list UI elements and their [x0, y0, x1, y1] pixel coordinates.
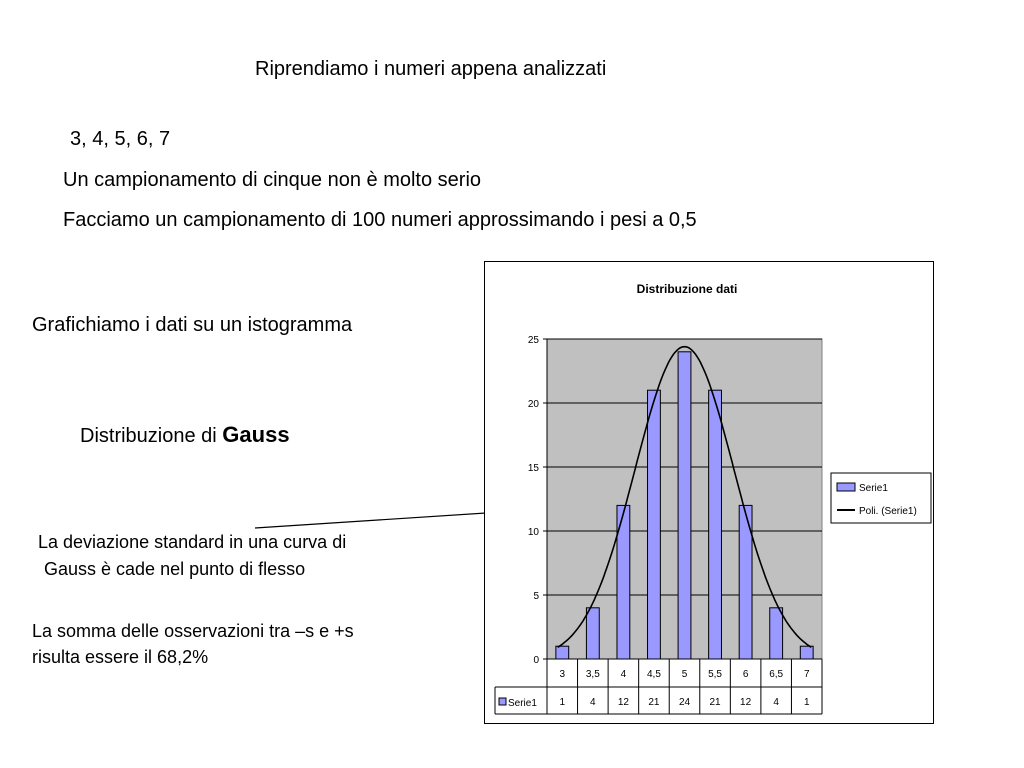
std-note-line2: Gauss è cade nel punto di flesso: [44, 559, 306, 579]
table-value: 1: [803, 697, 810, 708]
x-tick-label: 7: [803, 669, 810, 680]
y-tick-label: 0: [533, 655, 539, 666]
table-value: 21: [709, 697, 721, 708]
x-tick-label: 5,5: [708, 669, 723, 680]
chart-title: Distribuzione dati: [636, 282, 738, 296]
chart-frame: [484, 261, 934, 724]
y-tick-label: 5: [533, 591, 539, 602]
legend-trendline-label: Poli. (Serie1): [859, 506, 917, 517]
slide-title: Riprendiamo i numeri appena analizzati: [255, 58, 607, 80]
bar: [556, 646, 569, 659]
x-tick-label: 4,5: [646, 669, 661, 680]
table-value: 21: [648, 697, 660, 708]
chart: [485, 262, 933, 723]
bar: [709, 390, 722, 659]
gauss-prefix: Distribuzione di: [80, 425, 223, 447]
bar: [800, 646, 813, 659]
legend-series-label: Serie1: [859, 483, 888, 494]
table-value: 4: [590, 697, 596, 708]
histogram-note: Grafichiamo i dati su un istogramma: [32, 314, 353, 336]
y-tick-label: 10: [527, 527, 539, 538]
x-tick-label: 3,5: [585, 669, 600, 680]
x-tick-label: 6,5: [769, 669, 784, 680]
x-tick-label: 4: [620, 669, 627, 680]
sample-five-line: Un campionamento di cinque non è molto serio: [63, 169, 482, 191]
table-value: 12: [740, 697, 752, 708]
x-tick-label: 5: [681, 669, 688, 680]
bar: [770, 608, 783, 659]
table-value: 24: [678, 697, 691, 708]
numbers-line: 3, 4, 5, 6, 7: [70, 128, 171, 150]
table-series-label: Serie1: [508, 698, 537, 709]
legend-bar-key: [837, 483, 855, 491]
x-tick-label: 6: [742, 669, 749, 680]
std-note-line1: La deviazione standard in una curva di: [38, 532, 347, 552]
x-tick-label: 3: [559, 669, 566, 680]
y-tick-label: 15: [527, 463, 539, 474]
sum-note-line1: La somma delle osservazioni tra –s e +s: [32, 621, 354, 641]
gauss-bold: Gauss: [222, 422, 290, 447]
bar: [648, 390, 661, 659]
bar: [678, 352, 691, 659]
table-series-key: [499, 698, 506, 705]
table-value: 4: [773, 697, 779, 708]
bar: [586, 608, 599, 659]
sum-note-line2: risulta essere il 68,2%: [32, 647, 209, 667]
y-tick-label: 20: [527, 399, 539, 410]
y-tick-label: 25: [527, 335, 539, 346]
table-value: 1: [559, 697, 566, 708]
table-value: 12: [617, 697, 629, 708]
sample-hundred-line: Facciamo un campionamento di 100 numeri approssimando i pesi a 0,5: [63, 209, 697, 231]
